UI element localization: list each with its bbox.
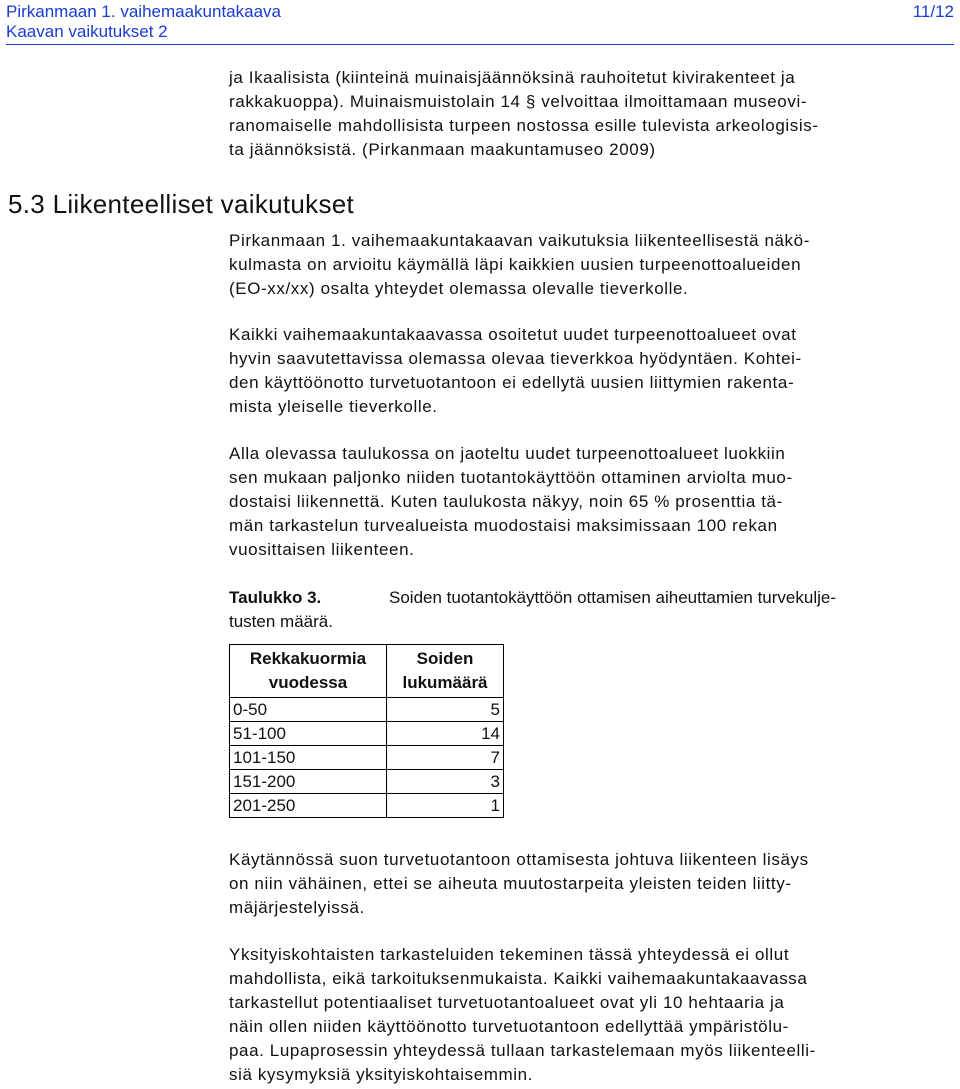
text-line: vuosittaisen liikenteen. [229, 540, 415, 559]
table-cell-range: 101-150 [230, 746, 387, 770]
header-line: lukumäärä [402, 673, 488, 692]
section-title: Kaavan vaikutukset 2 [6, 22, 168, 41]
text-line: sen mukaan paljonko niiden tuotantokäyttöön ottaminen arviolta muo- [229, 468, 793, 487]
intro-paragraph [229, 66, 953, 162]
page-header [6, 2, 954, 45]
table-cell-count: 5 [387, 698, 504, 722]
table-cell-range: 0-50 [230, 698, 387, 722]
paragraph-3 [229, 442, 953, 562]
table-row [230, 722, 504, 746]
table-cell-count: 3 [387, 770, 504, 794]
text-line: Yksityiskohtaisten tarkasteluiden tekeminen tässä yhteydessä ei ollut [229, 945, 790, 964]
text-line: (EO-xx/xx) osalta yhteydet olemassa olevalle tieverkolle. [229, 279, 689, 298]
table-caption-label: Taulukko 3. [229, 588, 322, 607]
table-cell-range: 151-200 [230, 770, 387, 794]
table-caption-text: Soiden tuotantokäyttöön ottamisen aiheuttamien turvekulje- [389, 588, 836, 607]
text-line: rakkakuoppa). Muinaismuistolain 14 § velvoittaa ilmoittamaan museovi- [229, 92, 808, 111]
table-cell-range: 201-250 [230, 794, 387, 818]
table-cell-count: 14 [387, 722, 504, 746]
text-line: ta jäännöksistä. (Pirkanmaan maakuntamuseo 2009) [229, 140, 656, 159]
header-line: Soiden [416, 649, 474, 668]
table-row [230, 770, 504, 794]
table-row [230, 746, 504, 770]
section-heading: 5.3 Liikenteelliset vaikutukset [8, 189, 355, 219]
text-line: Pirkanmaan 1. vaihemaakuntakaavan vaikutuksia liikenteellisestä näkö- [229, 231, 810, 250]
text-line: siä kysymyksiä yksityiskohtaisemmin. [229, 1065, 534, 1084]
table-caption-text-cont: tusten määrä. [229, 612, 333, 631]
header-line: vuodessa [268, 673, 348, 692]
text-line: mahdollista, eikä tarkoituksenmukaista. Kaikki vaihemaakuntakaavassa [229, 969, 808, 988]
table-row [230, 794, 504, 818]
table-cell-count: 7 [387, 746, 504, 770]
table-header-row [230, 645, 504, 698]
table-row [230, 698, 504, 722]
text-line: tarkastellut potentiaaliset turvetuotantoalueet ovat yli 10 hehtaaria ja [229, 993, 785, 1012]
table-cell-count: 1 [387, 794, 504, 818]
traffic-table [229, 644, 504, 818]
text-line: on niin vähäinen, ettei se aiheuta muutostarpeita yleisten teiden liitty- [229, 874, 792, 893]
text-line: Alla olevassa taulukossa on jaoteltu uudet turpeenottoalueet luokkiin [229, 444, 786, 463]
text-line: hyvin saavutettavissa olemassa olevaa tieverkkoa hyödyntäen. Kohtei- [229, 349, 802, 368]
document-title: Pirkanmaan 1. vaihemaakuntakaava [6, 2, 281, 21]
text-line: Käytännössä suon turvetuotantoon ottamisesta johtuva liikenteen lisäys [229, 850, 809, 869]
text-line: mista yleiselle tieverkolle. [229, 397, 438, 416]
text-line: män tarkastelun turvealueista muodostaisi maksimissaan 100 rekan [229, 516, 778, 535]
text-line: ja Ikaalisista (kiinteinä muinaisjäännöksinä rauhoitetut kivirakenteet ja [229, 68, 796, 87]
text-line: kulmasta on arvioitu käymällä läpi kaikkien uusien turpeenottoalueiden [229, 255, 802, 274]
text-line: Kaikki vaihemaakuntakaavassa osoitetut uudet turpeenottoalueet ovat [229, 325, 797, 344]
text-line: dostaisi liikennettä. Kuten taulukosta näkyy, noin 65 % prosenttia tä- [229, 492, 783, 511]
paragraph-2 [229, 323, 953, 419]
column-header-loads [230, 645, 387, 698]
text-line: mäjärjestelyissä. [229, 898, 365, 917]
text-line: den käyttöönotto turvetuotantoon ei edellytä uusien liittymien rakenta- [229, 373, 795, 392]
closing-paragraph-1 [229, 848, 953, 920]
text-line: paa. Lupaprosessin yhteydessä tullaan tarkastelemaan myös liikenteelli- [229, 1041, 816, 1060]
paragraph-1 [229, 229, 953, 301]
header-line: Rekkakuormia [249, 649, 367, 668]
text-line: näin ollen niiden käyttöönotto turvetuotantoon edellyttää ympäristölu- [229, 1017, 789, 1036]
closing-paragraph-2 [229, 943, 953, 1087]
table-cell-range: 51-100 [230, 722, 387, 746]
text-line: ranomaiselle mahdollisista turpeen nostossa esille tulevista arkeologisis- [229, 116, 819, 135]
page-number: 11/12 [912, 2, 954, 21]
column-header-count [387, 645, 504, 698]
table-caption [229, 586, 953, 634]
